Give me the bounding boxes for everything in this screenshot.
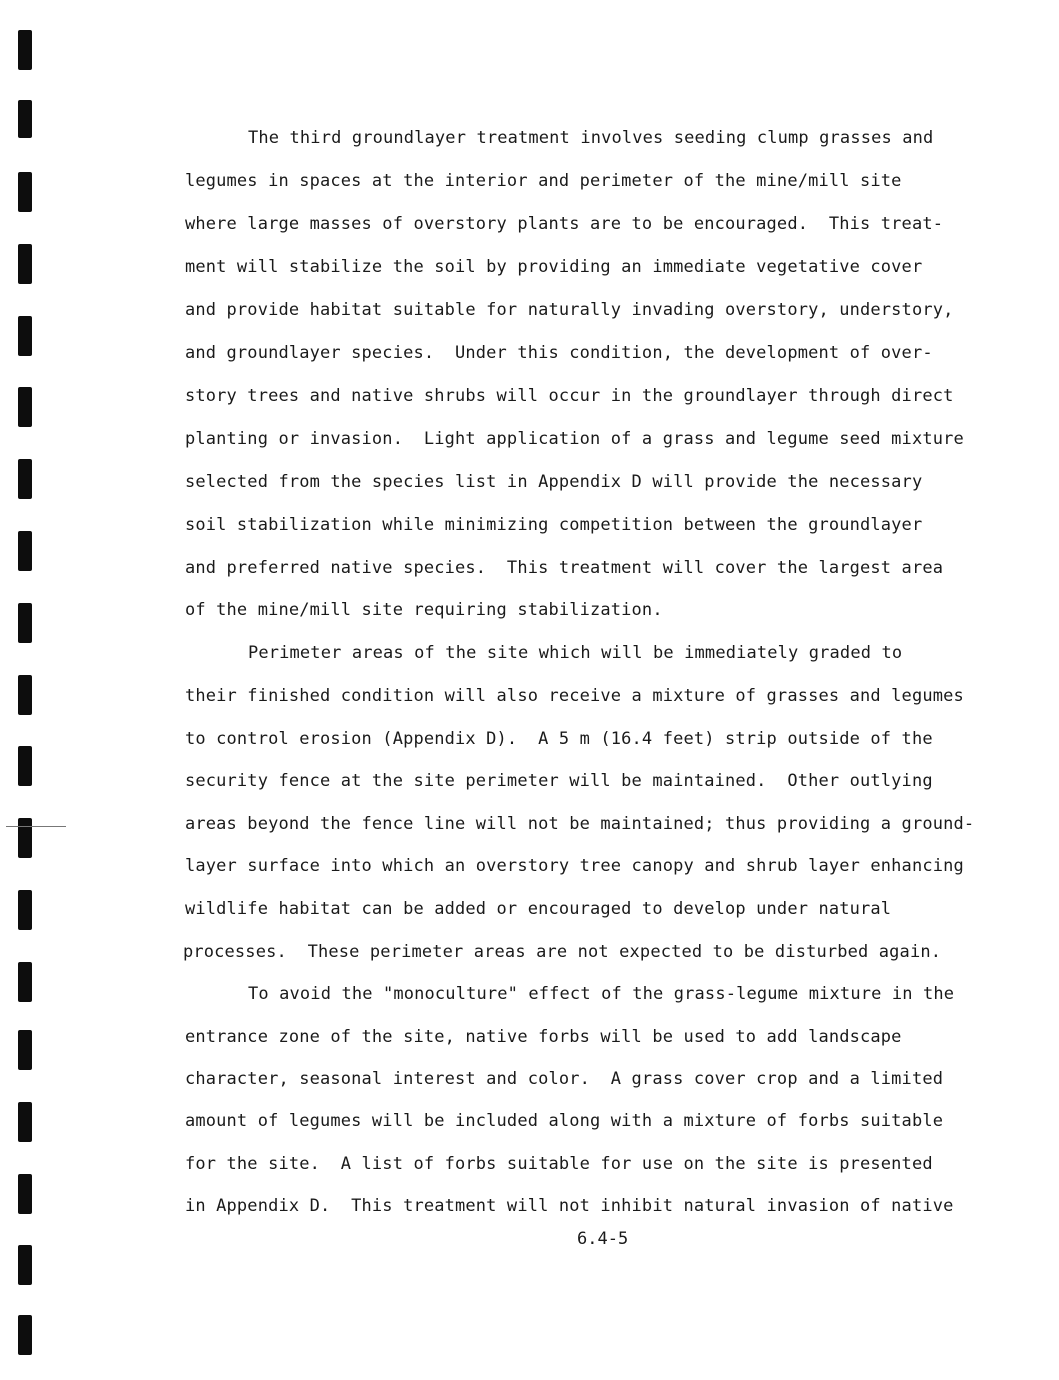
margin-bar bbox=[18, 459, 32, 499]
body-text-line: amount of legumes will be included along with a mixture of forbs suitable bbox=[185, 1111, 944, 1131]
body-text-line: entrance zone of the site, native forbs will be used to add landscape bbox=[185, 1027, 902, 1047]
body-text-line: planting or invasion. Light application of a grass and legume seed mixture bbox=[185, 429, 964, 449]
margin-bar bbox=[18, 890, 32, 930]
body-text-line: in Appendix D. This treatment will not inhibit natural invasion of native bbox=[185, 1196, 954, 1216]
page-number: 6.4-5 bbox=[577, 1229, 629, 1249]
margin-bar bbox=[18, 244, 32, 284]
body-text-line: and preferred native species. This treatment will cover the largest area bbox=[185, 558, 944, 578]
margin-bar bbox=[18, 746, 32, 786]
margin-bar bbox=[18, 100, 32, 138]
margin-bar bbox=[18, 30, 32, 70]
margin-bar bbox=[18, 675, 32, 715]
margin-bar bbox=[18, 818, 32, 858]
margin-bar bbox=[18, 1174, 32, 1214]
body-text-line: processes. These perimeter areas are not expected to be disturbed again. bbox=[183, 942, 942, 962]
body-text-line: and groundlayer species. Under this condition, the development of over- bbox=[185, 343, 933, 363]
body-text-line: layer surface into which an overstory tree canopy and shrub layer enhancing bbox=[185, 856, 964, 876]
body-text-line: their finished condition will also receive a mixture of grasses and legumes bbox=[185, 686, 964, 706]
body-text-line: The third groundlayer treatment involves seeding clump grasses and bbox=[248, 128, 934, 148]
body-text-line: wildlife habitat can be added or encouraged to develop under natural bbox=[185, 899, 892, 919]
body-text-line: To avoid the "monoculture" effect of the grass-legume mixture in the bbox=[248, 984, 955, 1004]
body-text-line: Perimeter areas of the site which will be immediately graded to bbox=[248, 643, 903, 663]
margin-bar bbox=[18, 1245, 32, 1285]
body-text-line: story trees and native shrubs will occur in the groundlayer through direct bbox=[185, 386, 954, 406]
body-text-line: of the mine/mill site requiring stabilization. bbox=[185, 600, 663, 620]
body-text-line: to control erosion (Appendix D). A 5 m (16.4 feet) strip outside of the bbox=[185, 729, 933, 749]
margin-tick bbox=[6, 826, 66, 827]
body-text-line: where large masses of overstory plants are to be encouraged. This treat- bbox=[185, 214, 944, 234]
margin-bar bbox=[18, 962, 32, 1002]
body-text-line: legumes in spaces at the interior and perimeter of the mine/mill site bbox=[185, 171, 902, 191]
body-text-line: selected from the species list in Appendix D will provide the necessary bbox=[185, 472, 923, 492]
margin-bar bbox=[18, 531, 32, 571]
margin-bar bbox=[18, 316, 32, 356]
body-text-line: character, seasonal interest and color. A grass cover crop and a limited bbox=[185, 1069, 944, 1089]
margin-bar bbox=[18, 603, 32, 643]
body-text-line: and provide habitat suitable for naturally invading overstory, understory, bbox=[185, 300, 954, 320]
margin-bar bbox=[18, 1315, 32, 1355]
body-text-line: security fence at the site perimeter will be maintained. Other outlying bbox=[185, 771, 933, 791]
margin-bar bbox=[18, 1030, 32, 1070]
body-text-line: soil stabilization while minimizing competition between the groundlayer bbox=[185, 515, 923, 535]
body-text-line: areas beyond the fence line will not be maintained; thus providing a ground- bbox=[185, 814, 975, 834]
margin-bar bbox=[18, 1102, 32, 1142]
body-text-line: ment will stabilize the soil by providing an immediate vegetative cover bbox=[185, 257, 923, 277]
margin-bar bbox=[18, 172, 32, 212]
body-text-line: for the site. A list of forbs suitable for use on the site is presented bbox=[185, 1154, 933, 1174]
margin-bar bbox=[18, 387, 32, 427]
